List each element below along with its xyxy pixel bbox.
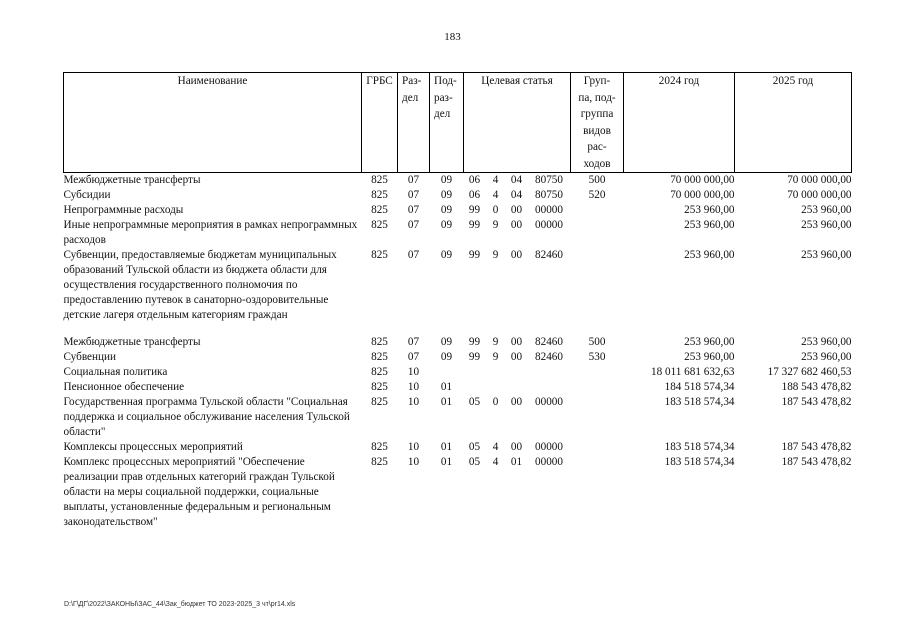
row-target-1: 99 <box>468 219 481 231</box>
row-2024: 183 518 574,34 <box>664 396 735 408</box>
table-row <box>64 455 852 530</box>
row-name: Пенсионное обеспечение <box>63 381 185 393</box>
footer-file-path: D:\Г\ДГ\2022\ЗАКОНЫ\ЗАС_44\Зак_бюджет ТО 2023-2025_3 чт\рr14.xls <box>64 601 296 608</box>
row-name: Государственная программа Тульской области "Социальная поддержка и социальное обслуживание населения Тульской области" <box>63 396 350 438</box>
row-target-4: 82460 <box>535 351 563 363</box>
header-2024: 2024 год <box>624 73 735 173</box>
row-grbs: 825 <box>371 174 388 186</box>
row-2024: 70 000 000,00 <box>670 174 735 186</box>
row-2024: 253 960,00 <box>684 249 735 261</box>
row-grbs: 825 <box>371 441 388 453</box>
row-podrazdel: 01 <box>440 396 453 408</box>
row-target-3: 00 <box>510 219 523 231</box>
row-target-3: 04 <box>510 189 523 201</box>
row-podrazdel <box>430 365 464 380</box>
row-target-2: 4 <box>492 174 499 186</box>
row-target-3: 04 <box>510 174 523 186</box>
table-row <box>64 350 852 365</box>
row-expense-group: 500 <box>588 174 606 186</box>
row-2024: 253 960,00 <box>684 219 735 231</box>
row-target-1: 99 <box>468 249 481 261</box>
row-razdel: 07 <box>407 249 420 261</box>
row-grbs: 825 <box>371 351 388 363</box>
header-2025: 2025 год <box>735 73 852 173</box>
row-razdel: 10 <box>407 366 420 378</box>
table-row <box>64 188 852 203</box>
row-2025: 253 960,00 <box>801 249 852 261</box>
row-target-1 <box>464 365 486 380</box>
row-target-2: 9 <box>492 249 499 261</box>
row-target-1: 05 <box>468 396 481 408</box>
row-2024: 253 960,00 <box>684 351 735 363</box>
row-razdel: 07 <box>407 219 420 231</box>
row-target-2 <box>486 365 506 380</box>
row-grbs: 825 <box>371 366 388 378</box>
row-target-1: 99 <box>468 336 481 348</box>
row-2024: 18 011 681 632,63 <box>651 366 735 378</box>
table-row <box>64 248 852 323</box>
row-2025: 253 960,00 <box>801 336 852 348</box>
row-expense-group <box>571 248 624 323</box>
row-2025: 187 543 478,82 <box>781 396 852 408</box>
row-expense-group <box>571 218 624 248</box>
row-target-3: 00 <box>510 204 523 216</box>
row-target-3 <box>506 380 528 395</box>
row-name: Межбюджетные трансферты <box>63 336 201 348</box>
row-target-2 <box>486 380 506 395</box>
row-target-4: 00000 <box>535 219 563 231</box>
header-target-article: Целевая статья <box>464 73 571 173</box>
row-2025: 253 960,00 <box>801 204 852 216</box>
row-target-1: 99 <box>468 351 481 363</box>
table-row <box>64 395 852 440</box>
row-name: Субсидии <box>63 189 111 201</box>
header-name: Наименование <box>64 73 362 173</box>
row-name: Межбюджетные трансферты <box>63 174 201 186</box>
row-target-4: 82460 <box>535 249 563 261</box>
table-row <box>64 335 852 350</box>
table-row <box>64 203 852 218</box>
row-target-2: 4 <box>492 189 499 201</box>
row-podrazdel: 09 <box>440 351 453 363</box>
row-name: Непрограммные расходы <box>63 204 184 216</box>
row-target-2: 0 <box>492 204 499 216</box>
row-podrazdel: 01 <box>440 456 453 468</box>
budget-table <box>63 72 852 530</box>
row-2024: 183 518 574,34 <box>664 456 735 468</box>
row-target-3: 00 <box>510 396 523 408</box>
row-expense-group: 520 <box>588 189 606 201</box>
row-2025: 253 960,00 <box>801 351 852 363</box>
table-row <box>64 173 852 189</box>
row-expense-group: 500 <box>588 336 606 348</box>
row-name: Комплексы процессных мероприятий <box>63 441 243 453</box>
row-target-4: 80750 <box>535 174 563 186</box>
row-name: Субвенции, предоставляемые бюджетам муниципальных образований Тульской области из бюджета области для осуществления государственного полномочия по предоставлению путевок в санаторно-оздоровительные детские лагеря отдельным категориям граждан <box>63 249 337 321</box>
row-expense-group <box>571 440 624 455</box>
row-razdel: 10 <box>407 441 420 453</box>
row-grbs: 825 <box>371 189 388 201</box>
row-target-3: 00 <box>510 351 523 363</box>
row-target-3: 00 <box>510 441 523 453</box>
row-2024: 183 518 574,34 <box>664 441 735 453</box>
header-grbs: ГРБС <box>362 73 398 173</box>
row-expense-group: 530 <box>588 351 606 363</box>
row-podrazdel: 01 <box>440 441 453 453</box>
row-target-2: 4 <box>492 441 499 453</box>
row-2025: 188 543 478,82 <box>781 381 852 393</box>
row-target-1: 05 <box>468 441 481 453</box>
table-row <box>64 440 852 455</box>
row-razdel: 07 <box>407 174 420 186</box>
row-target-4: 80750 <box>535 189 563 201</box>
row-target-4 <box>528 365 571 380</box>
row-target-1: 06 <box>468 189 481 201</box>
row-target-4: 00000 <box>535 204 563 216</box>
row-target-4: 00000 <box>535 456 563 468</box>
row-razdel: 07 <box>407 336 420 348</box>
row-target-1: 05 <box>468 456 481 468</box>
row-2024: 70 000 000,00 <box>670 189 735 201</box>
row-razdel: 07 <box>407 351 420 363</box>
row-podrazdel: 09 <box>440 219 453 231</box>
row-2025: 17 327 682 460,53 <box>767 366 852 378</box>
row-target-1 <box>464 380 486 395</box>
row-podrazdel: 09 <box>440 336 453 348</box>
row-target-2: 0 <box>492 396 499 408</box>
row-2024: 253 960,00 <box>684 204 735 216</box>
row-razdel: 10 <box>407 456 420 468</box>
table-header-row <box>64 73 852 173</box>
row-2025: 70 000 000,00 <box>787 174 852 186</box>
header-podrazdel: Под- раз- дел <box>430 73 464 173</box>
row-2025: 187 543 478,82 <box>781 441 852 453</box>
row-expense-group <box>571 395 624 440</box>
row-target-2: 9 <box>492 351 499 363</box>
row-target-4 <box>528 380 571 395</box>
row-target-3: 01 <box>510 456 523 468</box>
row-2024: 253 960,00 <box>684 336 735 348</box>
row-razdel: 10 <box>407 396 420 408</box>
row-2025: 70 000 000,00 <box>787 189 852 201</box>
row-target-1: 06 <box>468 174 481 186</box>
row-grbs: 825 <box>371 249 388 261</box>
row-name: Субвенции <box>63 351 116 363</box>
row-expense-group <box>571 380 624 395</box>
row-target-4: 00000 <box>535 396 563 408</box>
row-name: Комплекс процессных мероприятий "Обеспечение реализации прав отдельных категорий граждан Тульской области на меры социальной поддержки, социальные выплаты, установленные федеральным и региональным законодательством" <box>63 456 335 528</box>
row-name: Социальная политика <box>63 366 168 378</box>
header-expense-group: Груп- па, под- группа видов рас- ходов <box>571 73 624 173</box>
row-2024: 184 518 574,34 <box>664 381 735 393</box>
table-row <box>64 218 852 248</box>
row-razdel: 07 <box>407 189 420 201</box>
header-razdel: Раз- дел <box>398 73 430 173</box>
row-target-3: 00 <box>510 249 523 261</box>
row-podrazdel: 01 <box>440 381 453 393</box>
table-row <box>64 365 852 380</box>
row-grbs: 825 <box>371 204 388 216</box>
row-expense-group <box>571 203 624 218</box>
row-grbs: 825 <box>371 456 388 468</box>
table-row <box>64 380 852 395</box>
row-grbs: 825 <box>371 219 388 231</box>
row-grbs: 825 <box>371 336 388 348</box>
row-expense-group <box>571 455 624 530</box>
row-target-3 <box>506 365 528 380</box>
table-spacer-row <box>64 323 852 335</box>
row-podrazdel: 09 <box>440 189 453 201</box>
row-target-2: 9 <box>492 336 499 348</box>
row-podrazdel: 09 <box>440 204 453 216</box>
row-target-2: 9 <box>492 219 499 231</box>
row-target-1: 99 <box>468 204 481 216</box>
row-expense-group <box>571 365 624 380</box>
row-razdel: 07 <box>407 204 420 216</box>
page-number: 183 <box>444 31 461 43</box>
spacer-cell <box>64 323 852 335</box>
row-podrazdel: 09 <box>440 174 453 186</box>
row-target-4: 82460 <box>535 336 563 348</box>
row-grbs: 825 <box>371 381 388 393</box>
row-2025: 187 543 478,82 <box>781 456 852 468</box>
row-target-2: 4 <box>492 456 499 468</box>
row-podrazdel: 09 <box>440 249 453 261</box>
row-target-4: 00000 <box>535 441 563 453</box>
row-2025: 253 960,00 <box>801 219 852 231</box>
row-target-3: 00 <box>510 336 523 348</box>
row-grbs: 825 <box>371 396 388 408</box>
row-razdel: 10 <box>407 381 420 393</box>
row-name: Иные непрограммные мероприятия в рамках непрограммных расходов <box>63 219 358 246</box>
